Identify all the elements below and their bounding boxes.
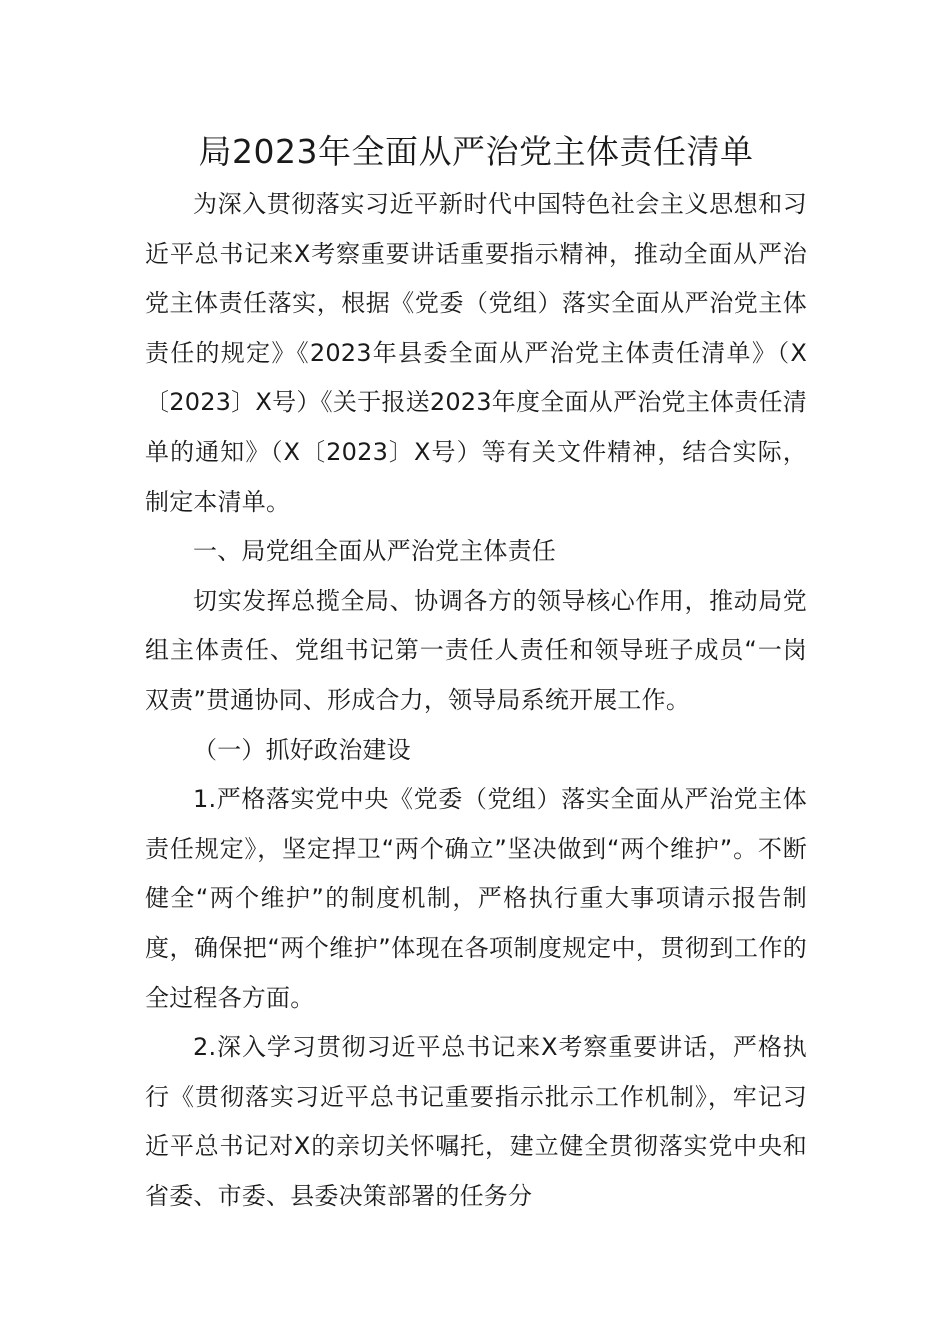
item-2-paragraph: 2.深入学习贯彻习近平总书记来X考察重要讲话，严格执行《贯彻落实习近平总书记重要指示批示工作机制》，牢记习近平总书记对X的亲切关怀嘱托，建立健全贯彻落实党中央和省委、市委、县委决策部署的任务分 (145, 1033, 807, 1210)
document-page (145, 128, 807, 1221)
section-heading-1: 一、局党组全面从严治党主体责任 (193, 537, 556, 566)
section-1-paragraph: 切实发挥总揽全局、协调各方的领导核心作用，推动局党组主体责任、党组书记第一责任人责任和领导班子成员“一岗双责”贯通协同、形成合力，领导局系统开展工作。 (145, 586, 807, 714)
subsection-heading-1: （一）抓好政治建设 (193, 735, 411, 764)
document-title: 局2023年全面从严治党主体责任清单 (198, 132, 754, 171)
intro-paragraph: 为深入贯彻落实习近平新时代中国特色社会主义思想和习近平总书记来X考察重要讲话重要指示精神，推动全面从严治党主体责任落实，根据《党委（党组）落实全面从严治党主体责任的规定》《2023年县委全面从严治党主体责任清单》（X〔2023〕X号）《关于报送2023年度全面从严治党主体责任清单的通知》（X〔2023〕X号）等有关文件精神，结合实际，制定本清单。 (145, 190, 807, 516)
item-1-paragraph: 1.严格落实党中央《党委（党组）落实全面从严治党主体责任规定》，坚定捍卫“两个确立”坚决做到“两个维护”。不断健全“两个维护”的制度机制，严格执行重大事项请示报告制度，确保把“两个维护”体现在各项制度规定中，贯彻到工作的全过程各方面。 (145, 785, 807, 1012)
